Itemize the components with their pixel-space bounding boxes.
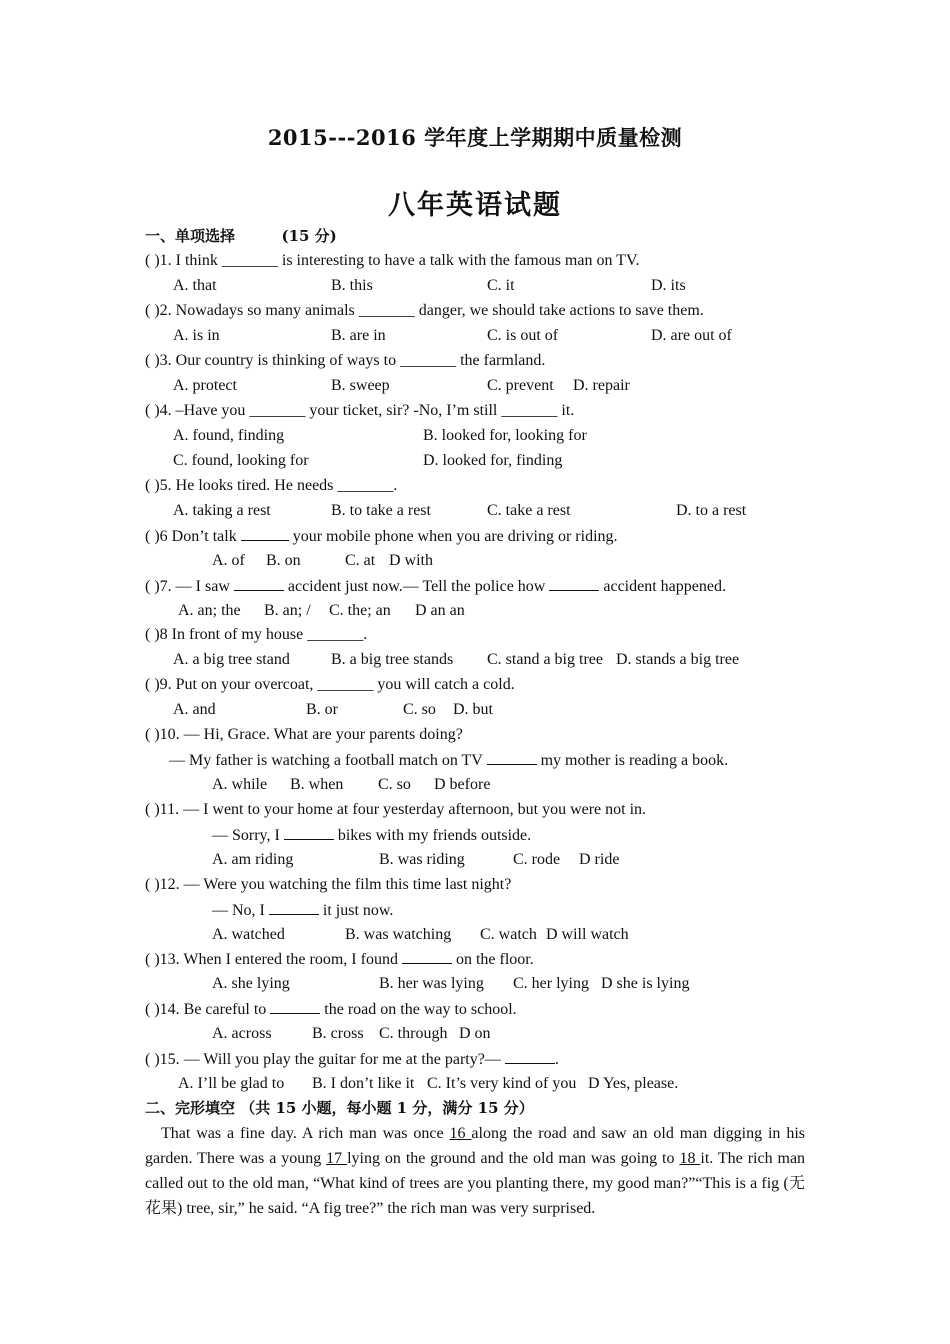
q6-blank bbox=[241, 526, 289, 541]
q3-option-a: A. protect bbox=[173, 377, 237, 394]
q9-option-d: D. but bbox=[453, 701, 493, 718]
q10-option-b: B. when bbox=[290, 776, 344, 793]
cloze-text-1: That was a fine day. A rich man was once bbox=[161, 1125, 450, 1142]
question-15-stem bbox=[145, 1049, 559, 1070]
q10-option-c: C. so bbox=[378, 776, 411, 793]
question-1-stem: ( )1. I think _______ is interesting to have a talk with the famous man on TV. bbox=[145, 252, 640, 269]
q14-text-b: the road on the way to school. bbox=[320, 1001, 517, 1018]
q3-option-b: B. sweep bbox=[331, 377, 390, 394]
q7-option-d: D an an bbox=[415, 602, 465, 619]
q11-option-a: A. am riding bbox=[212, 851, 294, 868]
cloze-text-4: it. The rich man called out to the old man, “What kind of trees are you planting there, my good man?”“This is a fig (无花果) tree, sir,” he said. “A fig tree?” the rich man was very surprised. bbox=[145, 1150, 806, 1217]
q7-text-c: accident happened. bbox=[599, 578, 726, 595]
section1-score: (15 分) bbox=[281, 227, 337, 245]
q14-option-b: B. cross bbox=[312, 1025, 364, 1042]
question-11-stem: ( )11. — I went to your home at four yesterday afternoon, but you were not in. bbox=[145, 801, 647, 818]
q14-text-a: ( )14. Be careful to bbox=[145, 1001, 271, 1018]
cloze-blank-17: 17 bbox=[326, 1150, 348, 1167]
q4-option-c: C. found, looking for bbox=[173, 452, 309, 469]
cloze-blank-18: 18 bbox=[679, 1150, 701, 1167]
question-13-stem bbox=[145, 949, 534, 970]
q15-option-d: D Yes, please. bbox=[588, 1075, 679, 1092]
q9-option-a: A. and bbox=[173, 701, 216, 718]
q14-blank bbox=[270, 999, 320, 1014]
q12-text-a: — No, I bbox=[212, 902, 269, 919]
q9-option-b: B. or bbox=[306, 701, 338, 718]
q14-option-c: C. through bbox=[379, 1025, 448, 1042]
q11-option-d: D ride bbox=[579, 851, 620, 868]
q7-text-a: ( )7. — I saw bbox=[145, 578, 234, 595]
q3-option-c: C. prevent bbox=[487, 377, 554, 394]
q10-blank bbox=[487, 750, 537, 765]
q12-option-a: A. watched bbox=[212, 926, 285, 943]
q13-option-d: D she is lying bbox=[601, 975, 690, 992]
q3-option-d: D. repair bbox=[573, 377, 630, 394]
q1-option-c: C. it bbox=[487, 277, 515, 294]
q7-blank-2 bbox=[549, 576, 599, 591]
q2-option-b: B. are in bbox=[331, 327, 386, 344]
q4-option-d: D. looked for, finding bbox=[423, 452, 563, 469]
q6-option-b: B. on bbox=[266, 552, 301, 569]
q5-option-b: B. to take a rest bbox=[331, 502, 431, 519]
q10-option-a: A. while bbox=[212, 776, 268, 793]
q2-option-c: C. is out of bbox=[487, 327, 559, 344]
q2-option-d: D. are out of bbox=[651, 327, 732, 344]
q8-option-c: C. stand a big tree bbox=[487, 651, 603, 668]
question-14-stem bbox=[145, 999, 517, 1020]
q6-option-d: D with bbox=[389, 552, 433, 569]
question-3-stem: ( )3. Our country is thinking of ways to _______ the farmland. bbox=[145, 352, 546, 369]
q13-option-b: B. her was lying bbox=[379, 975, 484, 992]
q15-option-a: A. I’ll be glad to bbox=[178, 1075, 285, 1092]
q13-option-a: A. she lying bbox=[212, 975, 290, 992]
question-6-stem bbox=[145, 526, 618, 547]
q13-text-b: on the floor. bbox=[451, 951, 534, 968]
q11-option-c: C. rode bbox=[513, 851, 561, 868]
q11-text-b: bikes with my friends outside. bbox=[333, 827, 532, 844]
cloze-text-3: lying on the ground and the old man was going to bbox=[347, 1150, 680, 1167]
question-5-stem: ( )5. He looks tired. He needs _______. bbox=[145, 477, 398, 494]
q10-text-b: my mother is reading a book. bbox=[536, 752, 729, 769]
q11-blank bbox=[284, 825, 334, 840]
q1-option-a: A. that bbox=[173, 277, 217, 294]
q13-blank bbox=[402, 949, 452, 964]
question-10-stem: ( )10. — Hi, Grace. What are your parents doing? bbox=[145, 726, 463, 743]
q5-option-a: A. taking a rest bbox=[173, 502, 271, 519]
q9-option-c: C. so bbox=[403, 701, 436, 718]
q4-option-b: B. looked for, looking for bbox=[423, 427, 587, 444]
q15-text-a: ( )15. — Will you play the guitar for me at the party?— bbox=[145, 1051, 505, 1068]
subject-title: 八年英语试题 bbox=[388, 190, 562, 221]
question-10-line2 bbox=[169, 750, 728, 771]
q12-option-d: D will watch bbox=[546, 926, 629, 943]
q13-option-c: C. her lying bbox=[513, 975, 589, 992]
question-8-stem: ( )8 In front of my house _______. bbox=[145, 626, 368, 643]
q5-option-c: C. take a rest bbox=[487, 502, 571, 519]
q6-text-b: your mobile phone when you are driving or riding. bbox=[288, 528, 618, 545]
q14-option-d: D on bbox=[459, 1025, 491, 1042]
q6-text-a: ( )6 Don’t talk bbox=[145, 528, 241, 545]
q7-blank-1 bbox=[234, 576, 284, 591]
q12-blank bbox=[269, 900, 319, 915]
q11-text-a: — Sorry, I bbox=[212, 827, 284, 844]
q11-option-b: B. was riding bbox=[379, 851, 465, 868]
q14-option-a: A. across bbox=[212, 1025, 272, 1042]
q6-option-c: C. at bbox=[345, 552, 376, 569]
q7-text-b: accident just now.— Tell the police how bbox=[283, 578, 550, 595]
q15-option-b: B. I don’t like it bbox=[312, 1075, 415, 1092]
question-12-line2 bbox=[212, 900, 393, 921]
q10-option-d: D before bbox=[434, 776, 491, 793]
q4-option-a: A. found, finding bbox=[173, 427, 285, 444]
question-11-line2 bbox=[212, 825, 531, 846]
section1-title: 一、单项选择 bbox=[145, 227, 236, 245]
question-9-stem: ( )9. Put on your overcoat, _______ you will catch a cold. bbox=[145, 676, 515, 693]
q5-option-d: D. to a rest bbox=[676, 502, 747, 519]
q1-option-d: D. its bbox=[651, 277, 686, 294]
section2-heading: 二、完形填空 （共 15 小题，每小题 1 分，满分 15 分） bbox=[145, 1099, 534, 1117]
q8-option-d: D. stands a big tree bbox=[616, 651, 740, 668]
q10-text-a: — My father is watching a football match on TV bbox=[169, 752, 487, 769]
q15-option-c: C. It’s very kind of you bbox=[427, 1075, 577, 1092]
q8-option-b: B. a big tree stands bbox=[331, 651, 454, 668]
question-12-stem: ( )12. — Were you watching the film this time last night? bbox=[145, 876, 512, 893]
q7-option-c: C. the; an bbox=[329, 602, 391, 619]
q6-option-a: A. of bbox=[212, 552, 245, 569]
cloze-text-2: along the road and saw an old man digging in his garden. There was a young bbox=[145, 1125, 806, 1167]
q15-blank bbox=[505, 1049, 555, 1064]
q7-option-a: A. an; the bbox=[178, 602, 241, 619]
q13-text-a: ( )13. When I entered the room, I found bbox=[145, 951, 402, 968]
q15-text-b: . bbox=[554, 1051, 559, 1068]
q1-option-b: B. this bbox=[331, 277, 373, 294]
question-2-stem: ( )2. Nowadays so many animals _______ danger, we should take actions to save them. bbox=[145, 302, 704, 319]
section1-heading bbox=[145, 226, 337, 246]
cloze-passage bbox=[145, 1121, 805, 1221]
cloze-blank-16: 16 bbox=[449, 1125, 472, 1142]
question-4-stem: ( )4. –Have you _______ your ticket, sir? -No, I’m still _______ it. bbox=[145, 402, 575, 419]
question-7-stem bbox=[145, 576, 726, 597]
q8-option-a: A. a big tree stand bbox=[173, 651, 290, 668]
q12-option-b: B. was watching bbox=[345, 926, 452, 943]
exam-title: 2015---2016 学年度上学期期中质量检测 bbox=[267, 125, 683, 150]
q12-text-b: it just now. bbox=[318, 902, 394, 919]
q2-option-a: A. is in bbox=[173, 327, 220, 344]
q7-option-b: B. an; / bbox=[264, 602, 311, 619]
q12-option-c: C. watch bbox=[480, 926, 537, 943]
